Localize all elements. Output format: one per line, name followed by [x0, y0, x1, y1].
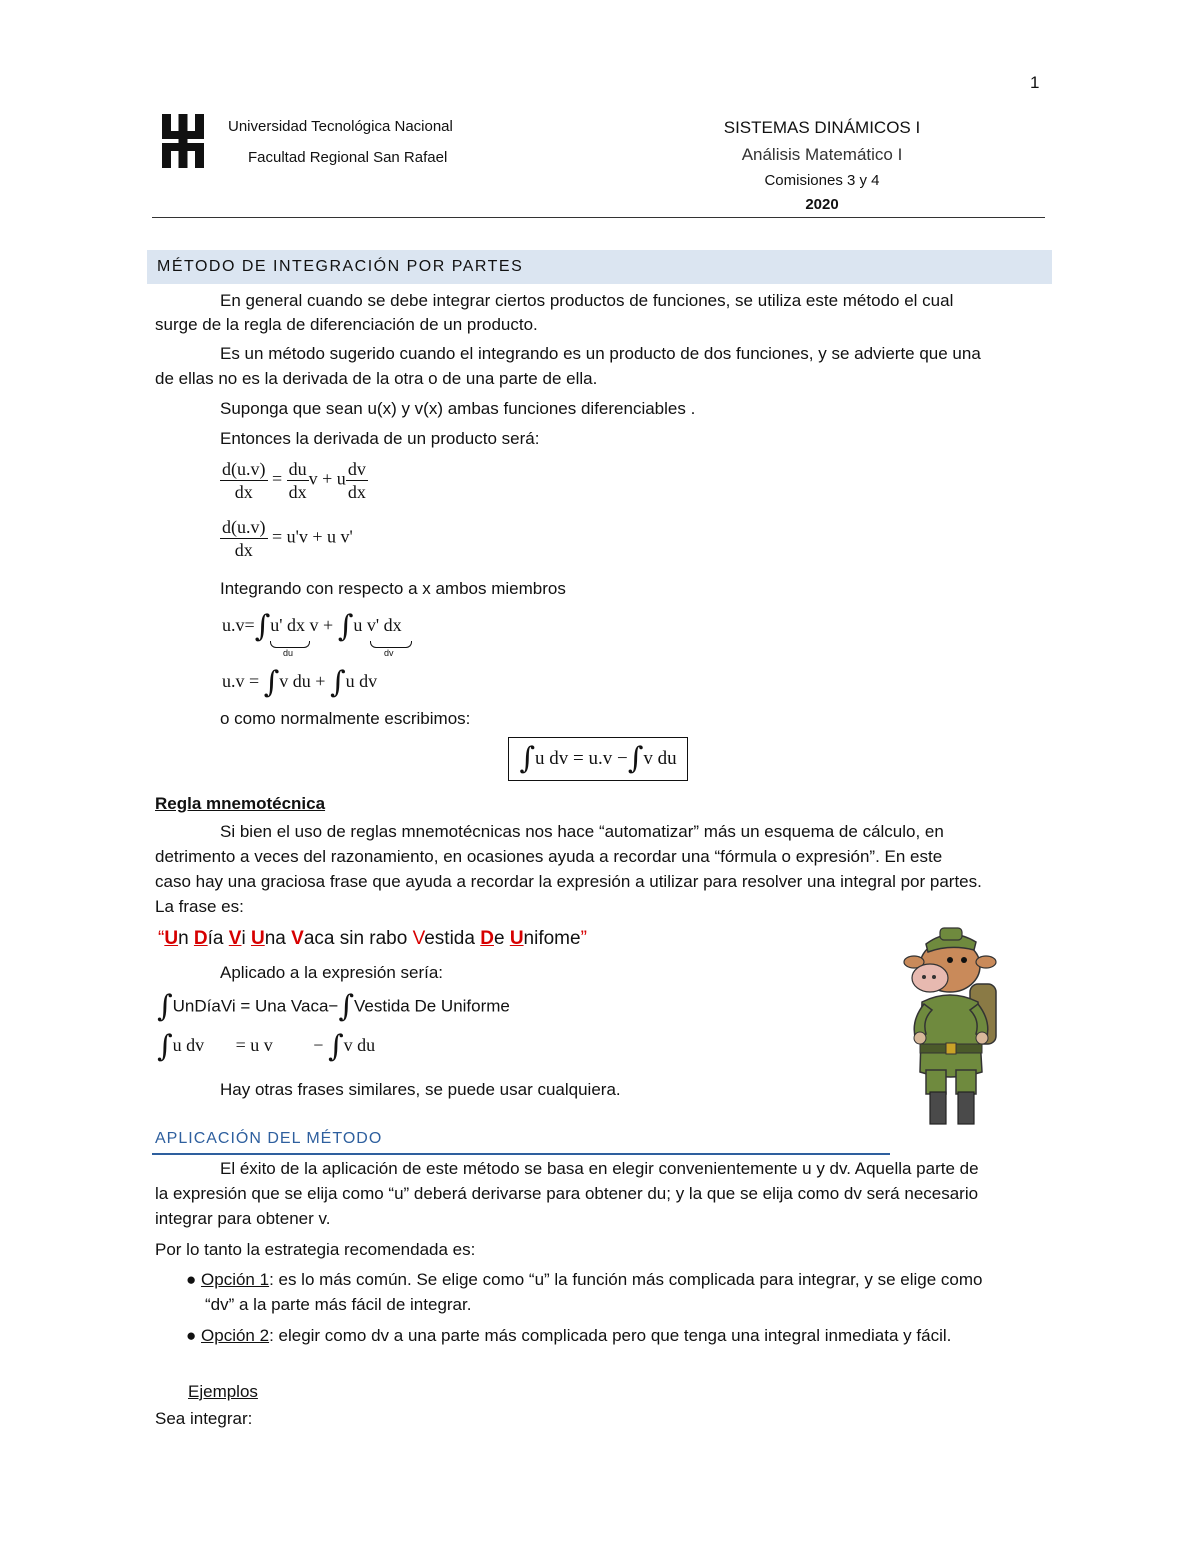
paragraph: la expresión que se elija como “u” deberá derivarse para obtener du; y la que se elija como dv será necesario: [155, 1184, 979, 1203]
cow-soldier-illustration: [900, 922, 1004, 1128]
paragraph: integrar para obtener v.: [155, 1209, 331, 1228]
paragraph: Aplicado a la expresión sería:: [220, 963, 444, 982]
header-rule: [152, 217, 1045, 218]
examples-heading: Ejemplos: [188, 1382, 258, 1401]
bullet-option-1: ● Opción 1: es lo más común. Se elige como “u” la función más complicada para integrar, y se elige como: [186, 1270, 983, 1289]
university-name: Universidad Tecnológica Nacional: [228, 118, 453, 135]
formula-derivative-product: $\frac{d(u.v)}{dx}$ = $\frac{du}{dx}$ v + u $\frac{dv}{dx}$: [222, 459, 366, 502]
bullet-option-2: ● Opción 2: elegir como dv a una parte más complicada pero que tenga una integral inmediata y fácil.: [186, 1326, 952, 1345]
paragraph: Si bien el uso de reglas mnemotécnicas nos hace “automatizar” más un esquema de cálculo, en: [220, 822, 944, 841]
utn-logo: [160, 112, 206, 170]
commissions: Comisiones 3 y 4: [764, 172, 880, 189]
formula-integrate-both: u.v=∫u' dx v + ∫u v' dx: [222, 609, 402, 644]
bullet-option-1-cont: “dv” a la parte más fácil de integrar.: [205, 1295, 472, 1314]
year: 2020: [805, 196, 839, 213]
course-title: SISTEMAS DINÁMICOS I: [723, 118, 921, 137]
paragraph: La frase es:: [155, 897, 244, 916]
mnemonic-formula-symbols: ∫u dv = u v − ∫v du: [157, 1029, 376, 1064]
paragraph: Entonces la derivada de un producto será:: [220, 429, 540, 448]
paragraph: Integrando con respecto a x ambos miembros: [220, 579, 566, 598]
paragraph: surge de la regla de diferenciación de un producto.: [155, 315, 538, 334]
paragraph: Suponga que sean u(x) y v(x) ambas funciones diferenciables .: [220, 399, 696, 418]
paragraph: detrimento a veces del razonamiento, en ocasiones ayuda a recordar una “fórmula o expresión”. En este: [155, 847, 943, 866]
subject-title: Análisis Matemático I: [741, 145, 903, 164]
mnemonic-phrase: “Un Día Vi Una Vaca sin rabo Vestida De Unifome”: [158, 928, 587, 949]
boxed-formula: ∫ u dv = u.v − ∫ v du: [508, 737, 688, 781]
paragraph: Hay otras frases similares, se puede usar cualquiera.: [220, 1080, 621, 1099]
mnemonic-formula-words: ∫UnDíaVi = Una Vaca−∫Vestida De Uniforme: [157, 989, 510, 1024]
underbrace: [370, 641, 412, 648]
section-title: MÉTODO DE INTEGRACIÓN POR PARTES: [157, 258, 524, 275]
brace-label-du: du: [283, 648, 294, 658]
section-2-rule: [152, 1153, 890, 1155]
paragraph: Por lo tanto la estrategia recomendada es:: [155, 1240, 476, 1259]
paragraph: En general cuando se debe integrar ciertos productos de funciones, se utiliza este método el cual: [220, 291, 954, 310]
formula-uv: u.v = ∫v du + ∫u dv: [222, 665, 378, 700]
page-number: 1: [1030, 73, 1040, 92]
mnemonic-title: Regla mnemotécnica: [155, 794, 326, 813]
underbrace: [270, 641, 310, 648]
faculty-name: Facultad Regional San Rafael: [248, 149, 448, 166]
paragraph: Es un método sugerido cuando el integrando es un producto de dos funciones, y se advierte que una: [220, 344, 981, 363]
paragraph: de ellas no es la derivada de la otra o de una parte de ella.: [155, 369, 598, 388]
paragraph: Sea integrar:: [155, 1409, 253, 1428]
paragraph: caso hay una graciosa frase que ayuda a recordar la expresión a utilizar para resolver una integral por partes.: [155, 872, 982, 891]
formula-derivative-prime: $\frac{d(u.v)}{dx}$ = u'v + u v': [222, 517, 353, 560]
section-2-title: APLICACIÓN DEL MÉTODO: [155, 1130, 383, 1147]
paragraph: El éxito de la aplicación de este método se basa en elegir convenientemente u y dv. Aquella parte de: [220, 1159, 979, 1178]
brace-label-dv: dv: [384, 648, 394, 658]
paragraph: o como normalmente escribimos:: [220, 709, 471, 728]
